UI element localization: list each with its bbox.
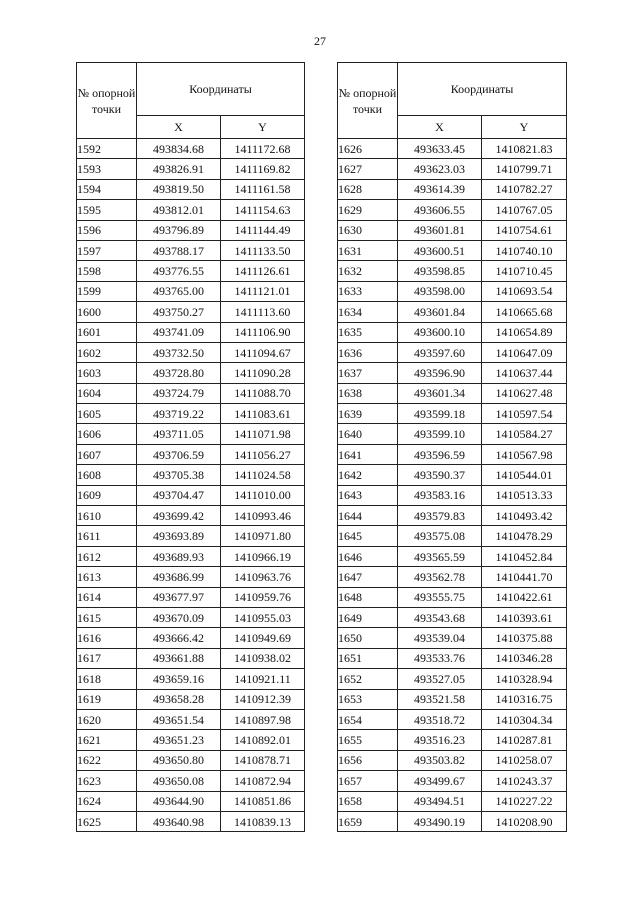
y-coordinate-cell: 1410693.54 [482, 281, 567, 301]
table-row [77, 322, 305, 342]
point-number-cell: 1592 [77, 139, 137, 159]
x-coordinate-cell: 493598.00 [398, 281, 482, 301]
table-row [77, 648, 305, 668]
x-coordinate-cell: 493579.83 [398, 506, 482, 526]
point-number-cell: 1605 [77, 404, 137, 424]
x-coordinate-cell: 493706.59 [137, 444, 221, 464]
y-coordinate-cell: 1410938.02 [221, 648, 305, 668]
x-coordinate-cell: 493527.05 [398, 669, 482, 689]
point-number-cell: 1651 [338, 648, 398, 668]
table-row [77, 689, 305, 709]
x-coordinate-cell: 493719.22 [137, 404, 221, 424]
table-row [77, 465, 305, 485]
table-row [77, 342, 305, 362]
x-coordinate-cell: 493728.80 [137, 363, 221, 383]
table-row [338, 240, 567, 260]
x-coordinate-cell: 493521.58 [398, 689, 482, 709]
y-coordinate-cell: 1410878.71 [221, 750, 305, 770]
y-coordinate-cell: 1411024.58 [221, 465, 305, 485]
table-row [338, 383, 567, 403]
y-coordinate-cell: 1410892.01 [221, 730, 305, 750]
x-coordinate-cell: 493499.67 [398, 771, 482, 791]
x-coordinate-cell: 493614.39 [398, 179, 482, 199]
point-number-cell: 1646 [338, 546, 398, 566]
point-number-cell: 1614 [77, 587, 137, 607]
x-coordinate-cell: 493543.68 [398, 607, 482, 627]
point-number-cell: 1629 [338, 200, 398, 220]
y-coordinate-cell: 1410767.05 [482, 200, 567, 220]
table-row [77, 811, 305, 831]
y-coordinate-cell: 1410955.03 [221, 607, 305, 627]
table-row [338, 526, 567, 546]
table-row [338, 342, 567, 362]
table-row [338, 648, 567, 668]
table-row [77, 139, 305, 159]
y-coordinate-cell: 1410966.19 [221, 546, 305, 566]
x-coordinate-cell: 493533.76 [398, 648, 482, 668]
point-number-cell: 1611 [77, 526, 137, 546]
table-row [338, 159, 567, 179]
point-number-cell: 1658 [338, 791, 398, 811]
x-coordinate-cell: 493765.00 [137, 281, 221, 301]
x-coordinate-cell: 493650.80 [137, 750, 221, 770]
y-coordinate-cell: 1410208.90 [482, 811, 567, 831]
table-row [338, 363, 567, 383]
x-coordinate-cell: 493788.17 [137, 240, 221, 260]
x-coordinate-cell: 493516.23 [398, 730, 482, 750]
x-coordinate-cell: 493677.97 [137, 587, 221, 607]
point-number-cell: 1601 [77, 322, 137, 342]
y-coordinate-cell: 1410665.68 [482, 302, 567, 322]
point-number-cell: 1627 [338, 159, 398, 179]
table-row [338, 261, 567, 281]
table-row [77, 730, 305, 750]
table-row [338, 709, 567, 729]
x-coordinate-cell: 493562.78 [398, 567, 482, 587]
y-coordinate-cell: 1411154.63 [221, 200, 305, 220]
y-coordinate-cell: 1410897.98 [221, 709, 305, 729]
x-coordinate-cell: 493600.51 [398, 240, 482, 260]
point-number-cell: 1644 [338, 506, 398, 526]
point-number-cell: 1633 [338, 281, 398, 301]
x-coordinate-cell: 493704.47 [137, 485, 221, 505]
coordinates-header: Координаты [398, 63, 567, 116]
y-coordinate-cell: 1410304.34 [482, 709, 567, 729]
point-number-cell: 1600 [77, 302, 137, 322]
y-coordinate-cell: 1410754.61 [482, 220, 567, 240]
table-row [338, 179, 567, 199]
x-coordinate-cell: 493597.60 [398, 342, 482, 362]
coordinates-table-right [337, 62, 567, 832]
point-number-cell: 1642 [338, 465, 398, 485]
y-coordinate-cell: 1410971.80 [221, 526, 305, 546]
table-row [338, 811, 567, 831]
coordinates-header: Координаты [137, 63, 305, 116]
table-row [77, 567, 305, 587]
x-coordinate-cell: 493732.50 [137, 342, 221, 362]
point-number-cell: 1602 [77, 342, 137, 362]
table-row [77, 485, 305, 505]
table-row [77, 750, 305, 770]
point-number-cell: 1603 [77, 363, 137, 383]
table-body [77, 139, 305, 832]
y-coordinate-cell: 1410478.29 [482, 526, 567, 546]
y-coordinate-cell: 1411133.50 [221, 240, 305, 260]
y-coordinate-cell: 1410921.11 [221, 669, 305, 689]
point-number-header: № опорной точки [338, 63, 398, 139]
y-coordinate-cell: 1410654.89 [482, 322, 567, 342]
table-row [338, 607, 567, 627]
x-coordinate-cell: 493596.59 [398, 444, 482, 464]
y-coordinate-cell: 1410422.61 [482, 587, 567, 607]
table-row [77, 200, 305, 220]
table-row [77, 383, 305, 403]
y-coordinate-cell: 1410839.13 [221, 811, 305, 831]
y-coordinate-cell: 1410627.48 [482, 383, 567, 403]
point-number-cell: 1652 [338, 669, 398, 689]
point-number-cell: 1599 [77, 281, 137, 301]
table-row [338, 424, 567, 444]
x-coordinate-cell: 493826.91 [137, 159, 221, 179]
y-coordinate-cell: 1410287.81 [482, 730, 567, 750]
y-coordinate-cell: 1410375.88 [482, 628, 567, 648]
point-number-cell: 1597 [77, 240, 137, 260]
x-coordinate-cell: 493590.37 [398, 465, 482, 485]
y-column-header: Y [221, 116, 305, 139]
x-coordinate-cell: 493693.89 [137, 526, 221, 546]
table-row [77, 506, 305, 526]
y-coordinate-cell: 1411126.61 [221, 261, 305, 281]
point-number-cell: 1637 [338, 363, 398, 383]
table-row [338, 506, 567, 526]
table-row [77, 546, 305, 566]
x-coordinate-cell: 493555.75 [398, 587, 482, 607]
table-row [338, 281, 567, 301]
point-number-cell: 1624 [77, 791, 137, 811]
y-coordinate-cell: 1410513.33 [482, 485, 567, 505]
y-coordinate-cell: 1410799.71 [482, 159, 567, 179]
x-coordinate-cell: 493686.99 [137, 567, 221, 587]
point-number-cell: 1650 [338, 628, 398, 648]
y-coordinate-cell: 1411090.28 [221, 363, 305, 383]
point-number-cell: 1609 [77, 485, 137, 505]
point-number-cell: 1604 [77, 383, 137, 403]
table-row [77, 159, 305, 179]
x-coordinate-cell: 493640.98 [137, 811, 221, 831]
x-coordinate-cell: 493600.10 [398, 322, 482, 342]
y-coordinate-cell: 1410993.46 [221, 506, 305, 526]
table-row [338, 730, 567, 750]
x-coordinate-cell: 493796.89 [137, 220, 221, 240]
table-row [77, 261, 305, 281]
point-number-cell: 1639 [338, 404, 398, 424]
x-coordinate-cell: 493633.45 [398, 139, 482, 159]
table-row [338, 139, 567, 159]
table-row [77, 281, 305, 301]
y-coordinate-cell: 1410647.09 [482, 342, 567, 362]
y-coordinate-cell: 1411071.98 [221, 424, 305, 444]
point-number-cell: 1659 [338, 811, 398, 831]
point-number-cell: 1635 [338, 322, 398, 342]
point-number-cell: 1620 [77, 709, 137, 729]
table-row [338, 587, 567, 607]
y-coordinate-cell: 1411088.70 [221, 383, 305, 403]
x-coordinate-cell: 493644.90 [137, 791, 221, 811]
point-number-cell: 1640 [338, 424, 398, 444]
y-coordinate-cell: 1411172.68 [221, 139, 305, 159]
table-row [338, 689, 567, 709]
y-coordinate-cell: 1410637.44 [482, 363, 567, 383]
table-row [77, 363, 305, 383]
x-coordinate-cell: 493565.59 [398, 546, 482, 566]
point-number-cell: 1616 [77, 628, 137, 648]
y-coordinate-cell: 1410567.98 [482, 444, 567, 464]
point-number-cell: 1607 [77, 444, 137, 464]
point-number-cell: 1608 [77, 465, 137, 485]
x-coordinate-cell: 493812.01 [137, 200, 221, 220]
point-number-cell: 1595 [77, 200, 137, 220]
x-coordinate-cell: 493606.55 [398, 200, 482, 220]
x-coordinate-cell: 493705.38 [137, 465, 221, 485]
table-row [77, 791, 305, 811]
point-number-cell: 1617 [77, 648, 137, 668]
table-row [77, 628, 305, 648]
x-coordinate-cell: 493494.51 [398, 791, 482, 811]
point-number-cell: 1655 [338, 730, 398, 750]
y-coordinate-cell: 1410959.76 [221, 587, 305, 607]
x-coordinate-cell: 493503.82 [398, 750, 482, 770]
table-row [338, 628, 567, 648]
x-coordinate-cell: 493750.27 [137, 302, 221, 322]
x-coordinate-cell: 493699.42 [137, 506, 221, 526]
y-coordinate-cell: 1410584.27 [482, 424, 567, 444]
point-number-cell: 1613 [77, 567, 137, 587]
point-number-cell: 1647 [338, 567, 398, 587]
x-coordinate-cell: 493651.23 [137, 730, 221, 750]
point-number-cell: 1621 [77, 730, 137, 750]
x-coordinate-cell: 493650.08 [137, 771, 221, 791]
x-coordinate-cell: 493776.55 [137, 261, 221, 281]
x-coordinate-cell: 493741.09 [137, 322, 221, 342]
point-number-cell: 1615 [77, 607, 137, 627]
point-number-cell: 1657 [338, 771, 398, 791]
y-coordinate-cell: 1411106.90 [221, 322, 305, 342]
table-row [338, 669, 567, 689]
y-coordinate-cell: 1410393.61 [482, 607, 567, 627]
point-number-cell: 1610 [77, 506, 137, 526]
table-row [77, 240, 305, 260]
point-number-cell: 1632 [338, 261, 398, 281]
y-coordinate-cell: 1410452.84 [482, 546, 567, 566]
y-coordinate-cell: 1410872.94 [221, 771, 305, 791]
table-row [338, 200, 567, 220]
point-number-cell: 1631 [338, 240, 398, 260]
point-number-cell: 1645 [338, 526, 398, 546]
x-coordinate-cell: 493819.50 [137, 179, 221, 199]
point-number-cell: 1641 [338, 444, 398, 464]
y-coordinate-cell: 1410710.45 [482, 261, 567, 281]
table-row [77, 444, 305, 464]
point-number-cell: 1606 [77, 424, 137, 444]
x-coordinate-cell: 493601.81 [398, 220, 482, 240]
y-coordinate-cell: 1410316.75 [482, 689, 567, 709]
point-number-cell: 1619 [77, 689, 137, 709]
point-number-cell: 1653 [338, 689, 398, 709]
x-coordinate-cell: 493651.54 [137, 709, 221, 729]
point-number-cell: 1636 [338, 342, 398, 362]
table-row [338, 771, 567, 791]
y-coordinate-cell: 1410493.42 [482, 506, 567, 526]
y-coordinate-cell: 1410821.83 [482, 139, 567, 159]
x-coordinate-cell: 493583.16 [398, 485, 482, 505]
x-coordinate-cell: 493599.18 [398, 404, 482, 424]
point-number-cell: 1626 [338, 139, 398, 159]
table-row [77, 302, 305, 322]
y-coordinate-cell: 1411161.58 [221, 179, 305, 199]
x-coordinate-cell: 493658.28 [137, 689, 221, 709]
y-coordinate-cell: 1411094.67 [221, 342, 305, 362]
table-row [338, 485, 567, 505]
table-row [338, 220, 567, 240]
y-coordinate-cell: 1410963.76 [221, 567, 305, 587]
x-coordinate-cell: 493596.90 [398, 363, 482, 383]
point-number-cell: 1656 [338, 750, 398, 770]
x-coordinate-cell: 493575.08 [398, 526, 482, 546]
point-number-cell: 1648 [338, 587, 398, 607]
x-column-header: X [398, 116, 482, 139]
y-coordinate-cell: 1410949.69 [221, 628, 305, 648]
point-number-cell: 1623 [77, 771, 137, 791]
point-number-cell: 1638 [338, 383, 398, 403]
point-number-cell: 1593 [77, 159, 137, 179]
table-row [77, 424, 305, 444]
table-row [77, 587, 305, 607]
point-number-cell: 1649 [338, 607, 398, 627]
point-number-cell: 1598 [77, 261, 137, 281]
y-coordinate-cell: 1410441.70 [482, 567, 567, 587]
x-coordinate-cell: 493661.88 [137, 648, 221, 668]
point-number-cell: 1630 [338, 220, 398, 240]
table-row [77, 771, 305, 791]
y-coordinate-cell: 1410258.07 [482, 750, 567, 770]
point-number-cell: 1618 [77, 669, 137, 689]
point-number-cell: 1596 [77, 220, 137, 240]
x-coordinate-cell: 493539.04 [398, 628, 482, 648]
table-row [77, 669, 305, 689]
y-coordinate-cell: 1410740.10 [482, 240, 567, 260]
point-number-cell: 1622 [77, 750, 137, 770]
table-row [338, 404, 567, 424]
x-coordinate-cell: 493724.79 [137, 383, 221, 403]
y-coordinate-cell: 1411144.49 [221, 220, 305, 240]
x-coordinate-cell: 493601.34 [398, 383, 482, 403]
y-coordinate-cell: 1411169.82 [221, 159, 305, 179]
point-number-cell: 1594 [77, 179, 137, 199]
table-row [77, 220, 305, 240]
table-row [338, 791, 567, 811]
y-coordinate-cell: 1411056.27 [221, 444, 305, 464]
x-column-header: X [137, 116, 221, 139]
x-coordinate-cell: 493518.72 [398, 709, 482, 729]
table-row [338, 322, 567, 342]
table-row [338, 465, 567, 485]
table-row [77, 709, 305, 729]
page-number: 27 [314, 34, 326, 48]
y-coordinate-cell: 1410544.01 [482, 465, 567, 485]
y-column-header: Y [482, 116, 567, 139]
y-coordinate-cell: 1410782.27 [482, 179, 567, 199]
y-coordinate-cell: 1410597.54 [482, 404, 567, 424]
x-coordinate-cell: 493689.93 [137, 546, 221, 566]
point-number-header: № опорной точки [77, 63, 137, 139]
coordinates-table-left [76, 62, 305, 832]
y-coordinate-cell: 1411083.61 [221, 404, 305, 424]
y-coordinate-cell: 1410328.94 [482, 669, 567, 689]
x-coordinate-cell: 493601.84 [398, 302, 482, 322]
y-coordinate-cell: 1410346.28 [482, 648, 567, 668]
table-row [338, 302, 567, 322]
table-row [338, 567, 567, 587]
table-row [77, 404, 305, 424]
point-number-cell: 1643 [338, 485, 398, 505]
table-row [77, 526, 305, 546]
y-coordinate-cell: 1410243.37 [482, 771, 567, 791]
y-coordinate-cell: 1411010.00 [221, 485, 305, 505]
y-coordinate-cell: 1410227.22 [482, 791, 567, 811]
x-coordinate-cell: 493666.42 [137, 628, 221, 648]
x-coordinate-cell: 493659.16 [137, 669, 221, 689]
y-coordinate-cell: 1410912.39 [221, 689, 305, 709]
x-coordinate-cell: 493490.19 [398, 811, 482, 831]
table-row [77, 179, 305, 199]
x-coordinate-cell: 493598.85 [398, 261, 482, 281]
point-number-cell: 1654 [338, 709, 398, 729]
x-coordinate-cell: 493623.03 [398, 159, 482, 179]
x-coordinate-cell: 493711.05 [137, 424, 221, 444]
point-number-cell: 1625 [77, 811, 137, 831]
x-coordinate-cell: 493599.10 [398, 424, 482, 444]
table-row [338, 750, 567, 770]
point-number-cell: 1628 [338, 179, 398, 199]
table-row [77, 607, 305, 627]
y-coordinate-cell: 1411121.01 [221, 281, 305, 301]
y-coordinate-cell: 1411113.60 [221, 302, 305, 322]
table-body [338, 139, 567, 832]
point-number-cell: 1612 [77, 546, 137, 566]
table-row [338, 546, 567, 566]
x-coordinate-cell: 493834.68 [137, 139, 221, 159]
point-number-cell: 1634 [338, 302, 398, 322]
table-row [338, 444, 567, 464]
y-coordinate-cell: 1410851.86 [221, 791, 305, 811]
x-coordinate-cell: 493670.09 [137, 607, 221, 627]
